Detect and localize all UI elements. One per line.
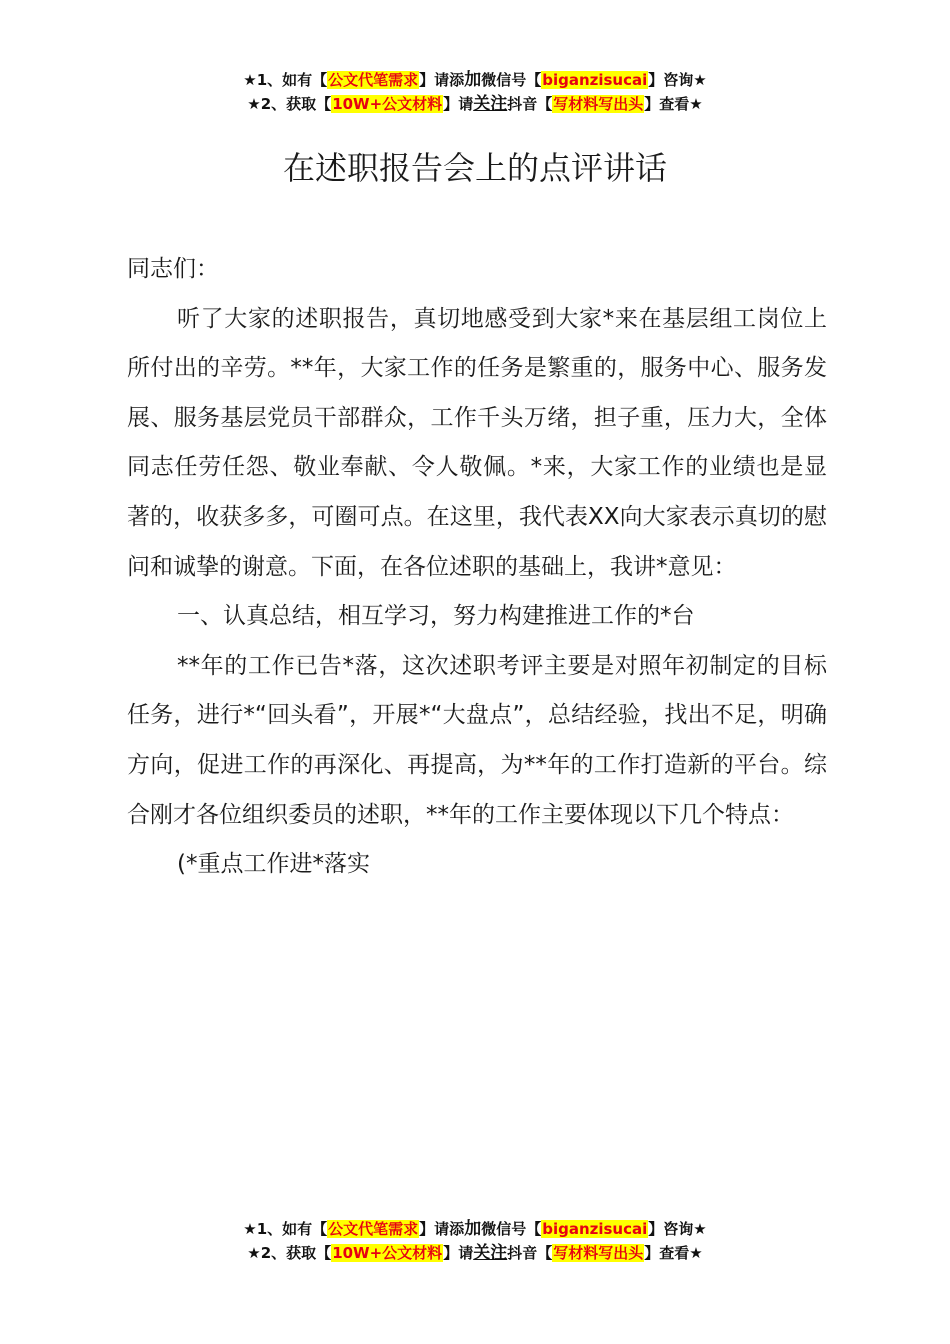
subsection-heading: (*重点工作进*落实	[177, 851, 370, 878]
highlight-service: 公文代笔需求	[328, 71, 419, 89]
highlight-douyin: 写材料写出头	[553, 95, 644, 113]
highlight-douyin: 写材料写出头	[553, 1244, 644, 1262]
highlight-service: 公文代笔需求	[328, 1220, 419, 1238]
highlight-wechat-id: biganzisucai	[542, 71, 648, 89]
highlight-materials: 10W+公文材料	[332, 95, 443, 113]
paragraph: 听了大家的述职报告，真切地感受到大家*来在基层组工岗位上所付出的辛劳。**年，大家工作的任务是繁重的，服务中心、服务发展、服务基层党员干部群众，工作千头万绪，担子重，压力大，全体同志任劳任怨、敬业奉献、令人敬佩。*来，大家工作的业绩也是显著的，收获多多，可圈可点。在这里，我代表XX向大家表示真切的慰问和诚挚的谢意。下面，在各位述职的基础上，我讲*意见：	[127, 305, 827, 580]
banner-line-1: ★1、如有【公文代笔需求】请添加微信号【biganzisucai】咨询★	[243, 1219, 707, 1239]
paragraph: **年的工作已告*落，这次述职考评主要是对照年初制定的目标任务，进行*“回头看”，开展*“大盘点”，总结经验，找出不足，明确方向，促进工作的再深化、再提高，为**年的工作打造新的平台。综合刚才各位组织委员的述职，**年的工作主要体现以下几个特点：	[127, 652, 827, 828]
salutation: 同志们：	[127, 256, 219, 282]
top-banner	[0, 68, 950, 116]
highlight-materials: 10W+公文材料	[332, 1244, 443, 1262]
section-heading: 一、认真总结，相互学习，努力构建推进工作的*台	[177, 603, 695, 630]
highlight-wechat-id: biganzisucai	[542, 1220, 648, 1238]
banner-line-1: ★1、如有【公文代笔需求】请添加微信号【biganzisucai】咨询★	[243, 70, 707, 90]
banner-line-2: ★2、获取【10W+公文材料】请关注抖音【写材料写出头】查看★	[247, 94, 703, 114]
bottom-banner	[0, 1217, 950, 1265]
banner-line-2: ★2、获取【10W+公文材料】请关注抖音【写材料写出头】查看★	[247, 1243, 703, 1263]
document-body	[127, 245, 827, 890]
page-title: 在述职报告会上的点评讲话	[282, 149, 667, 187]
